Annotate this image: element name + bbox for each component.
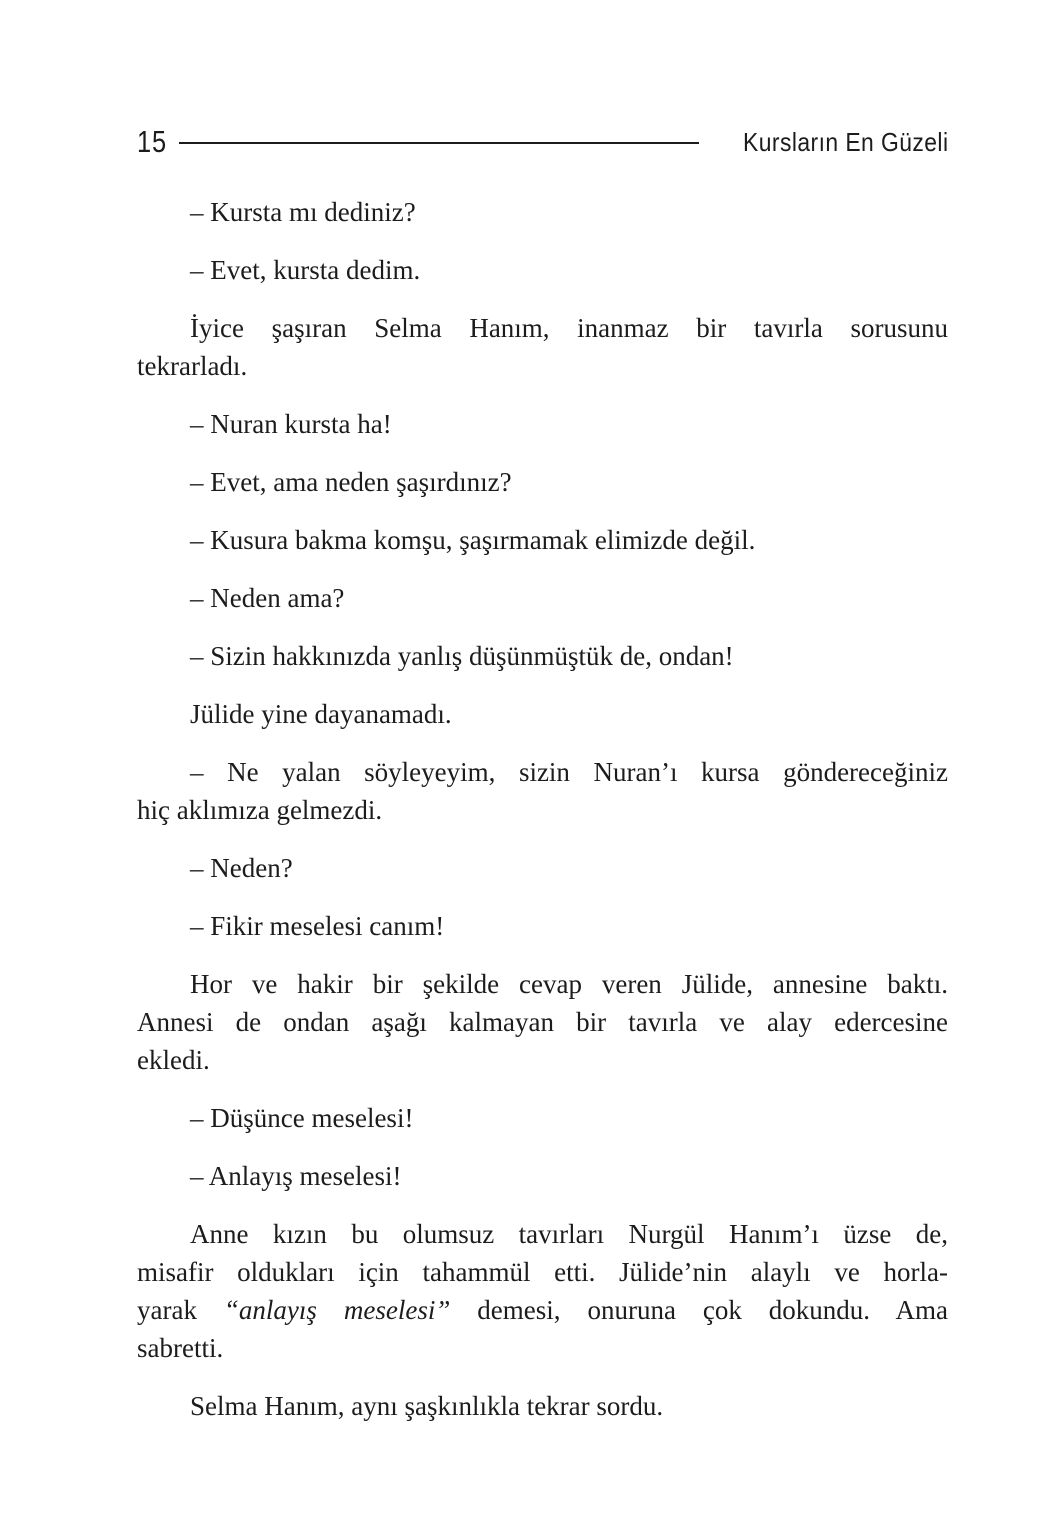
text-run: hiç aklımıza gelmezdi. [137,795,383,825]
text-line [137,579,948,617]
text-run: – Kusura bakma komşu, şaşırmamak elimizde değil. [190,525,756,555]
text-line [137,753,948,791]
text-line [137,1387,948,1425]
text-line [137,1099,948,1137]
text-run: – Neden? [190,853,293,883]
page-body [137,193,948,1425]
text-line [137,405,948,443]
text-run: – Evet, kursta dedim. [190,255,421,285]
paragraph [137,1387,948,1425]
text-line [137,193,948,231]
text-line [137,965,948,1003]
text-line [137,637,948,675]
paragraph [137,753,948,829]
header-title: Kursların En Güzeli [742,126,948,157]
text-line [137,463,948,501]
text-run: – Sizin hakkınızda yanlış düşünmüştük de, ondan! [190,641,734,671]
paragraph [137,1215,948,1367]
text-run: Jülide yine dayanamadı. [190,699,452,729]
text-line [137,1215,948,1253]
text-run: Annesi de ondan aşağı kalmayan bir tavırla ve alay edercesine [137,1007,948,1037]
text-run: – Fikir meselesi canım! [190,911,445,941]
text-line [137,251,948,289]
text-run: – Nuran kursta ha! [190,409,392,439]
text-line [137,309,948,347]
text-line [137,695,948,733]
paragraph [137,907,948,945]
text-run: tekrarladı. [137,351,248,381]
text-run: Selma Hanım, aynı şaşkınlıkla tekrar sordu. [190,1391,664,1421]
paragraph [137,579,948,617]
paragraph [137,405,948,443]
text-run: Anne kızın bu olumsuz tavırları Nurgül Hanım’ı üzse de, [190,1219,948,1249]
text-run: – Anlayış meselesi! [190,1161,402,1191]
text-line [137,791,948,829]
paragraph [137,251,948,289]
paragraph [137,463,948,501]
text-run: demesi, onuruna çok dokundu. Ama [450,1295,948,1325]
text-line [137,347,948,385]
paragraph [137,695,948,733]
text-line [137,849,948,887]
text-run: İyice şaşıran Selma Hanım, inanmaz bir tavırla sorusunu [190,313,948,343]
text-run: yarak [137,1295,224,1325]
text-line [137,1291,948,1329]
page-number: 15 [137,124,167,159]
text-run: misafir oldukları için tahammül etti. Jülide’nin alaylı ve horla- [137,1257,948,1287]
text-line [137,1157,948,1195]
header-rule [179,142,698,144]
text-run: – Evet, ama neden şaşırdınız? [190,467,512,497]
text-run: ekledi. [137,1045,210,1075]
text-run: – Ne yalan söyleyeyim, sizin Nuran’ı kursa göndereceğiniz [190,757,948,787]
paragraph [137,309,948,385]
paragraph [137,849,948,887]
paragraph [137,965,948,1079]
text-run: – Düşünce meselesi! [190,1103,414,1133]
paragraph [137,1157,948,1195]
text-run: – Kursta mı dediniz? [190,197,416,227]
text-line [137,1329,948,1367]
paragraph [137,1099,948,1137]
page-header [137,125,948,159]
paragraph [137,521,948,559]
text-line [137,1041,948,1079]
text-run: Hor ve hakir bir şekilde cevap veren Jülide, annesine baktı. [190,969,948,999]
text-run: sabretti. [137,1333,224,1363]
text-line [137,1253,948,1291]
text-line [137,907,948,945]
italic-text-run: “anlayış meselesi” [223,1295,451,1325]
paragraph [137,637,948,675]
paragraph [137,193,948,231]
text-run: – Neden ama? [190,583,345,613]
text-line [137,521,948,559]
text-line [137,1003,948,1041]
